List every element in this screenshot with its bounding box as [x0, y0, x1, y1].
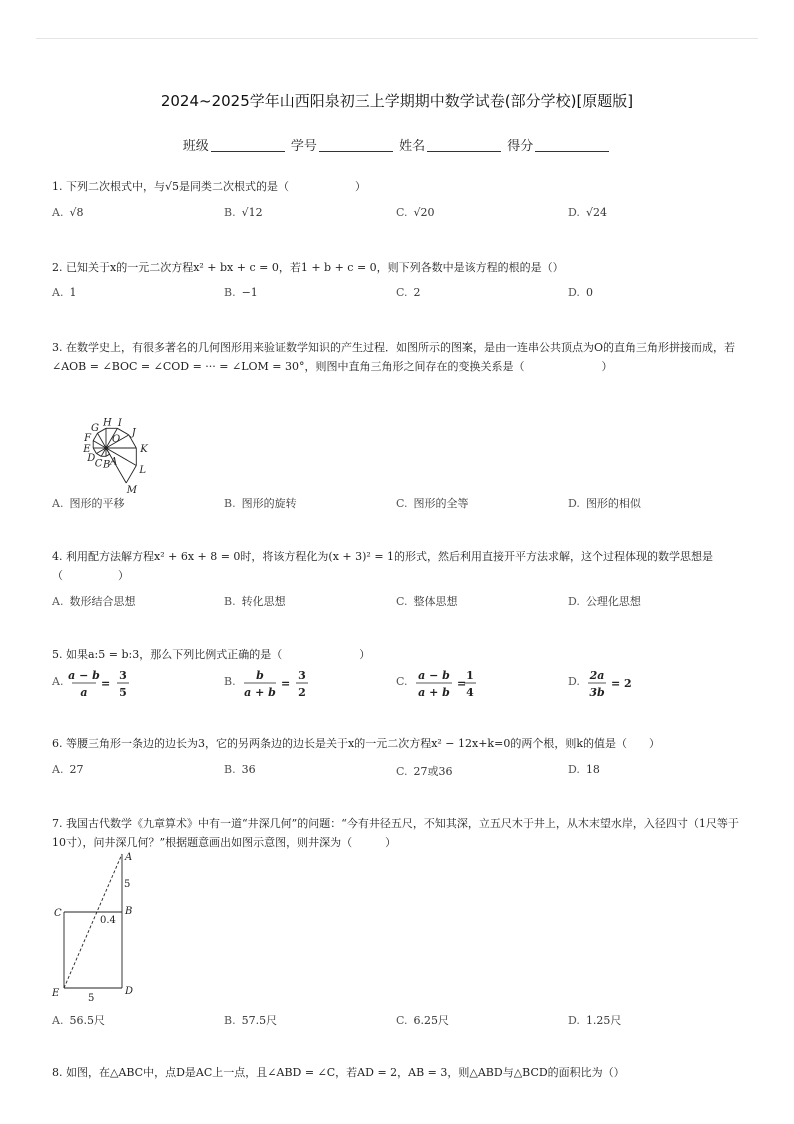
svg-text:= 2: = 2: [611, 677, 632, 690]
svg-text:a − b: a − b: [68, 669, 100, 682]
option-a[interactable]: A. 图形的平移: [52, 497, 125, 510]
svg-text:2: 2: [298, 686, 306, 699]
option-d[interactable]: D. 0: [568, 286, 593, 299]
option-a[interactable]: A. 数形结合思想: [52, 595, 136, 608]
option-b[interactable]: B. 36: [224, 763, 256, 776]
label-b: B: [125, 906, 133, 917]
label-d: D: [125, 986, 134, 997]
score-field[interactable]: [535, 138, 609, 152]
svg-text:3: 3: [298, 669, 306, 682]
svg-text:1: 1: [466, 669, 474, 682]
spiral-edge: [96, 454, 101, 457]
option-d[interactable]: D. 公理化思想: [568, 595, 641, 608]
spiral-point-label: C: [94, 458, 103, 470]
svg-text:=: =: [281, 677, 291, 690]
option-c[interactable]: C. 27或36: [396, 765, 453, 778]
spiral-origin-label: O: [112, 434, 121, 445]
spiral-point-label: D: [87, 453, 96, 464]
option-c[interactable]: C. 整体思想: [396, 595, 458, 608]
question-7-options: [52, 1012, 752, 1032]
spiral-point-label: K: [140, 444, 148, 455]
option-d[interactable]: D. 18: [568, 763, 600, 776]
svg-text:5: 5: [119, 686, 127, 699]
question-3-stem: 3. 在数学史上，有很多著名的几何图形用来验证数学知识的产生过程．如图所示的图案，是由一连串公共顶点为O的直角三角形拼接而成，若∠AOB = ∠BOC = ∠COD = ··· = ∠LOM = 30°，则图中直角三角形之间存在的变换关系是（ ）: [52, 341, 736, 373]
spiral-point-label: A: [110, 456, 118, 468]
page-title: 2024~2025学年山西阳泉初三上学期期中数学试卷(部分学校)[原题版]: [160, 92, 634, 110]
svg-text:4: 4: [466, 686, 474, 699]
question-1-options: [52, 206, 752, 226]
option-a[interactable]: A. 1: [52, 286, 77, 299]
option-d[interactable]: [568, 669, 632, 699]
id-field[interactable]: [319, 138, 393, 152]
svg-text:=: =: [101, 677, 111, 690]
option-c[interactable]: C. 2: [396, 286, 421, 299]
score-label: 得分: [507, 139, 534, 154]
question-2-options: [52, 286, 752, 306]
option-a[interactable]: [51, 669, 129, 699]
question-4-stem: 4. 利用配方法解方程x² + 6x + 8 = 0时，将该方程化为(x + 3)² = 1的形式，然后利用直接开平方法求解，这个过程体现的数学思想是（ ）: [52, 550, 714, 582]
spiral-point-label: B: [103, 459, 111, 471]
figure-7-well: [48, 848, 148, 1008]
svg-text:B.: B.: [224, 675, 236, 688]
student-info-line: [0, 135, 794, 154]
svg-text:a + b: a + b: [244, 686, 276, 699]
option-b[interactable]: B. √12: [224, 206, 263, 219]
option-a[interactable]: A. 27: [52, 763, 84, 776]
figure-3-spiral: [48, 370, 228, 497]
option-a[interactable]: A. √8: [52, 206, 84, 219]
option-b[interactable]: B. 图形的旋转: [224, 497, 297, 510]
question-6-options: [52, 763, 752, 783]
spiral-edge: [106, 454, 110, 456]
svg-text:a: a: [80, 686, 88, 699]
spiral-point-label: M: [126, 485, 137, 497]
option-c[interactable]: C. 6.25尺: [396, 1014, 450, 1027]
svg-text:a − b: a − b: [418, 669, 450, 682]
svg-text:D.: D.: [568, 675, 580, 688]
option-c[interactable]: [396, 669, 476, 699]
class-field[interactable]: [211, 138, 285, 152]
svg-text:C.: C.: [396, 675, 408, 688]
option-c[interactable]: C. √20: [396, 206, 435, 219]
spiral-edge: [126, 466, 136, 484]
option-c[interactable]: C. 图形的全等: [396, 497, 469, 510]
option-b[interactable]: B. −1: [224, 286, 258, 299]
svg-text:2a: 2a: [589, 669, 605, 682]
class-label: 班级: [182, 139, 209, 154]
question-7-stem: 7. 我国古代数学《九章算术》中有一道“井深几何”的问题：“今有井径五尺，不知其深，立五尺木于井上，从木末望水岸，入径四寸（1尺等于10寸），问井深几何？”根据题意画出如图示意图，则井深为（ ）: [52, 817, 739, 849]
question-5-options: [52, 668, 712, 704]
spiral-point-label: H: [103, 417, 112, 429]
svg-text:=: =: [457, 677, 467, 690]
option-d[interactable]: D. √24: [568, 206, 607, 219]
length-ab: 5: [124, 879, 131, 890]
spiral-point-label: J: [131, 427, 136, 439]
svg-text:3: 3: [119, 669, 127, 682]
spiral-point-label: L: [139, 465, 147, 476]
option-b[interactable]: B. 转化思想: [224, 595, 286, 608]
spiral-point-label: I: [117, 418, 122, 430]
question-3-options: [52, 495, 752, 515]
spiral-point-label: G: [91, 423, 99, 435]
option-b[interactable]: B. 57.5尺: [224, 1014, 278, 1027]
header-rule: [36, 38, 758, 39]
name-field[interactable]: [427, 138, 501, 152]
spiral-point-label: F: [84, 433, 92, 445]
option-d[interactable]: D. 1.25尺: [568, 1014, 622, 1027]
svg-text:A.: A.: [52, 675, 64, 688]
label-a: A: [125, 852, 133, 863]
option-d[interactable]: D. 图形的相似: [568, 497, 641, 510]
question-1-stem: 1. 下列二次根式中，与√5是同类二次根式的是（ ）: [52, 180, 366, 193]
svg-text:b: b: [256, 669, 264, 682]
question-5-stem: 5. 如果a:5 = b:3，那么下列比例式正确的是（ ）: [52, 648, 371, 661]
question-6-stem: 6. 等腰三角形一条边的边长为3，它的另两条边的边长是关于x的一元二次方程x² − 12x+k=0的两个根，则k的值是（ ）: [52, 737, 660, 750]
option-a[interactable]: A. 56.5尺: [52, 1014, 105, 1027]
option-b[interactable]: [224, 669, 308, 699]
label-e: E: [52, 988, 60, 999]
id-label: 学号: [290, 139, 317, 154]
svg-text:a + b: a + b: [418, 686, 450, 699]
question-2-stem: 2. 已知关于x的一元二次方程x² + bx + c = 0，若1 + b + c = 0，则下列各数中是该方程的根的是（）: [52, 261, 564, 274]
length-cb: 0.4: [100, 915, 116, 926]
length-ed: 5: [88, 993, 95, 1004]
spiral-edge: [93, 433, 97, 440]
question-4-options: [52, 593, 752, 613]
name-label: 姓名: [399, 139, 426, 154]
question-8-stem: 8. 如图，在△ABC中，点D是AC上一点，且∠ABD = ∠C，若AD = 2，AB = 3，则△ABD与△BCD的面积比为（）: [52, 1066, 625, 1079]
svg-text:3b: 3b: [589, 686, 605, 699]
label-c: C: [54, 908, 62, 919]
spiral-point-label: E: [83, 444, 91, 455]
